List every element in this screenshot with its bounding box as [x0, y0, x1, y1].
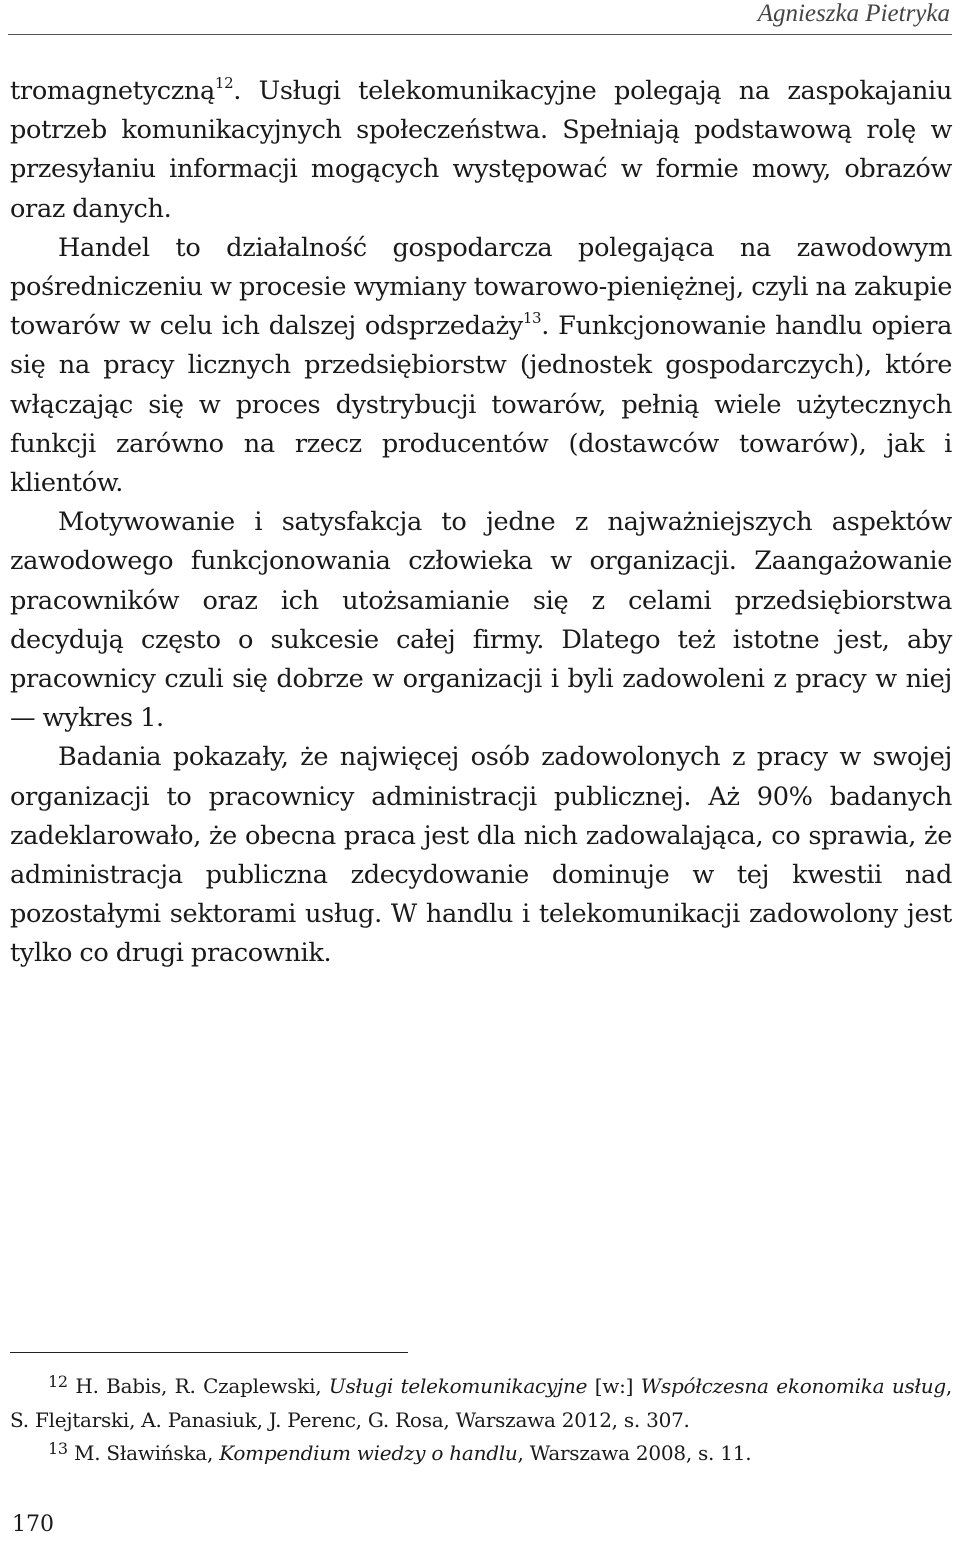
header-rule	[8, 34, 952, 35]
footnote-ref-13[interactable]: 13	[522, 309, 542, 328]
page-number: 170	[12, 1512, 54, 1537]
footnote-13-title: Kompendium wiedzy o handlu	[219, 1441, 518, 1465]
main-text	[10, 72, 952, 974]
paragraph-2-text-b: . Funkcjonowanie handlu opiera się na pracy licznych przedsiębiorstw (jednostek gospodarczych), które włączając się w proces dystrybucji towarów, pełnią wiele użytecznych funkcji zarówno na rzecz producentów (dostawców towarów), jak i klientów.	[10, 311, 952, 499]
paragraph-1	[10, 72, 952, 229]
footnote-13	[10, 1437, 952, 1471]
footnote-12-authors: H. Babis, R. Czaplewski,	[67, 1374, 329, 1398]
footnote-12-in: [w:]	[587, 1374, 641, 1398]
paragraph-1-text-b: . Usługi telekomunikacyjne polegają na zaspokajaniu potrzeb komunikacyjnych społeczeństwa. Spełniają podstawową rolę w przesyłaniu informacji mogących występować w formie mowy, obrazów oraz danych.	[10, 76, 952, 224]
paragraph-3: Motywowanie i satysfakcja to jedne z najważniejszych aspektów zawodowego funkcjonowania człowieka w organizacji. Zaangażowanie pracowników oraz ich utożsamianie się z celami przedsiębiorstwa decydują często o sukcesie całej firmy. Dlatego też istotne jest, aby pracownicy czuli się dobrze w organizacji i byli zadowoleni z pracy w niej — wykres 1.	[10, 507, 952, 734]
footnote-13-rest: , Warszawa 2008, s. 11.	[517, 1441, 752, 1465]
footnote-13-number: 13	[48, 1439, 68, 1458]
paragraph-2-text-a: Handel to działalność gospodarcza polegająca na zawodowym pośredniczeniu w procesie wymiany towarowo-pieniężnej, czyli na zakupie towarów w celu ich dalszej odsprzedaży	[10, 232, 952, 342]
footnote-12-rest: , S. Flejtarski, A. Panasiuk, J. Perenc, G. Rosa, Warszawa 2012, s. 307.	[10, 1374, 952, 1432]
paragraph-2	[10, 229, 952, 503]
footnotes	[10, 1370, 952, 1471]
running-head-author: Agnieszka Pietryka	[757, 0, 950, 27]
footnote-12-number: 12	[48, 1372, 68, 1391]
footnote-ref-12[interactable]: 12	[214, 74, 234, 92]
footnote-12-title: Usługi telekomunikacyjne	[328, 1374, 588, 1398]
footnote-separator	[10, 1352, 408, 1353]
paragraph-1-text-a: tromagnetyczną	[10, 76, 215, 106]
footnote-12	[10, 1370, 952, 1437]
footnote-13-authors: M. Sławińska,	[67, 1441, 220, 1465]
paragraph-4: Badania pokazały, że najwięcej osób zadowolonych z pracy w swojej organizacji to pracownicy administracji publicznej. Aż 90% badanych zadeklarowało, że obecna praca jest dla nich zadowalająca, co sprawia, że administracja publiczna zdecydowanie dominuje w tej kwestii nad pozostałymi sektorami usług. W handlu i telekomunikacji zadowolony jest tylko co drugi pracownik.	[10, 742, 952, 969]
footnote-12-book: Współczesna ekonomika usług	[640, 1374, 946, 1398]
